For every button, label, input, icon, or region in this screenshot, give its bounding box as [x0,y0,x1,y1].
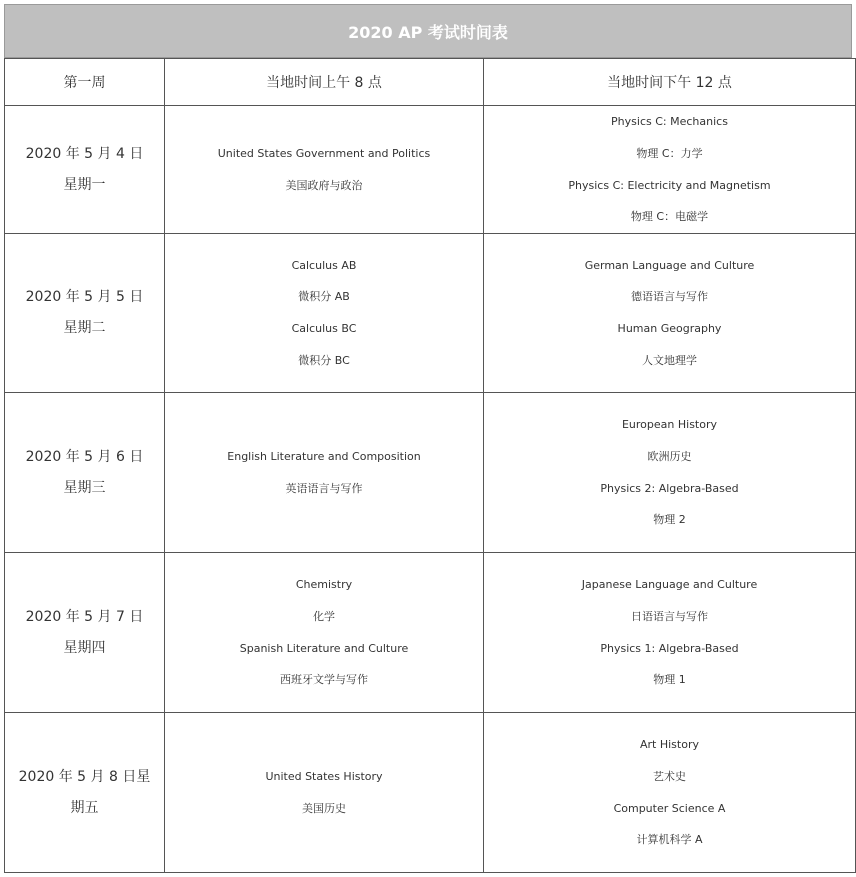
subject: Art History [640,738,699,752]
subject: Physics C: Mechanics [611,115,728,129]
subject: 人文地理学 [642,353,697,367]
date-line: 2020 年 5 月 4 日 [25,145,144,162]
schedule-table [4,58,856,873]
subject: 物理 2 [653,513,686,527]
subject: 物理 1 [653,673,686,687]
noon-cell [484,553,856,713]
noon-cell [484,234,856,393]
subject: 日语语言与写作 [631,609,708,623]
noon-cell [484,106,856,234]
date-line: 2020 年 5 月 5 日 [25,289,144,305]
morning-cell [165,713,484,873]
weekday-line: 星期一 [63,176,106,193]
subject: Physics C: Electricity and Magnetism [568,178,771,192]
weekday-line: 星期四 [63,639,106,656]
noon-cell [484,713,856,873]
subject: Calculus BC [291,322,357,335]
subject: Computer Science A [613,801,726,815]
subject: 美国历史 [302,801,346,815]
subject: 欧洲历史 [647,449,692,463]
subject: 微积分 AB [298,290,350,304]
subject: Calculus AB [291,258,357,272]
weekday-line: 星期二 [63,320,106,336]
morning-cell [165,234,484,393]
schedule-title: 2020 AP 考试时间表 [4,4,852,58]
table-row [5,713,856,873]
date-cell [5,106,165,234]
table-row [5,106,856,234]
subject: European History [621,418,718,432]
table-row [5,393,856,553]
date-line: 2020 年 5 月 8 日星 [18,768,151,785]
subject: 西班牙文学与写作 [280,673,368,687]
date-line: 2020 年 5 月 6 日 [25,448,144,465]
morning-cell [165,553,484,713]
morning-cell [165,393,484,553]
table-header-row [5,59,856,106]
header-morning: 当地时间上午 8 点 [165,59,484,106]
subject: English Literature and Composition [227,449,421,463]
date-cell [5,393,165,553]
table-row [5,234,856,393]
subject: 化学 [313,609,335,623]
schedule-document [4,4,852,873]
subject: 德语语言与写作 [631,290,708,304]
date-cell [5,234,165,393]
subject: United States History [265,769,383,783]
date-cell [5,713,165,873]
subject: Chemistry [295,578,353,592]
subject: 微积分 BC [298,353,350,367]
date-cell [5,553,165,713]
noon-cell [484,393,856,553]
date-line: 2020 年 5 月 7 日 [25,608,144,625]
subject: 计算机科学 A [636,833,703,847]
subject: 物理 C：力学 [636,146,703,160]
weekday-line: 星期三 [63,479,106,496]
subject: United States Government and Politics [217,146,431,160]
header-noon: 当地时间下午 12 点 [484,59,856,106]
subject: Physics 2: Algebra-Based [600,481,739,495]
subject: Spanish Literature and Culture [239,641,409,655]
subject: 英语语言与写作 [285,481,363,495]
table-row [5,553,856,713]
subject: German Language and Culture [584,258,755,272]
subject: 艺术史 [653,769,686,783]
morning-cell [165,106,484,234]
header-week: 第一周 [5,59,165,106]
subject: Japanese Language and Culture [581,578,758,592]
subject: Physics 1: Algebra-Based [600,641,739,655]
weekday-line: 期五 [70,799,99,816]
subject: 美国政府与政治 [285,178,363,192]
subject: 物理 C：电磁学 [630,210,709,224]
subject: Human Geography [617,322,722,335]
